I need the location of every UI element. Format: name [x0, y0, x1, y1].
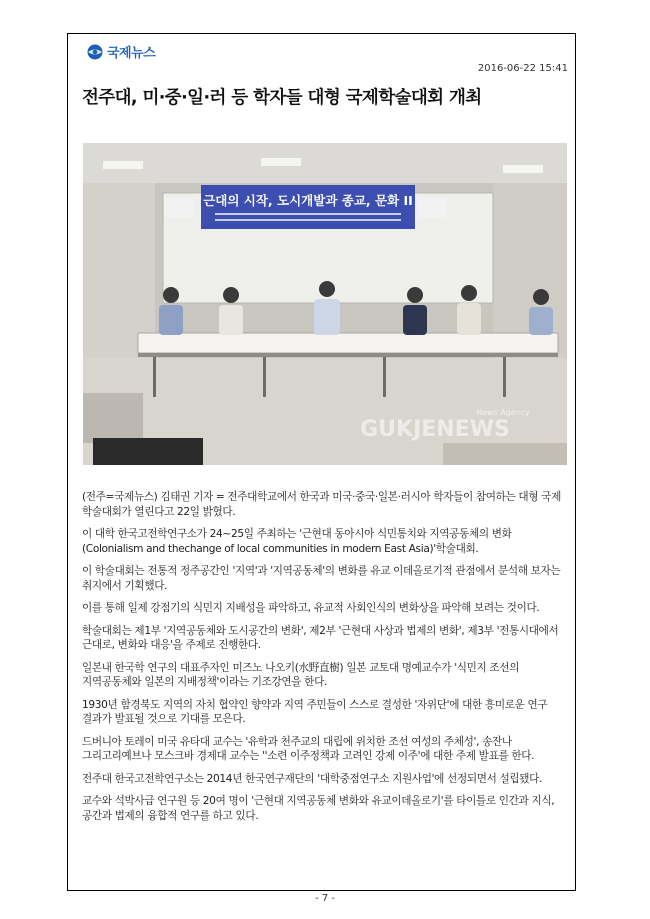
article-paragraph: (전주=국제뉴스) 김태권 기자 = 전주대학교에서 한국과 미국·중국·일본·러시아 학자들이 참여하는 대형 국제 학술대회가 열린다고 22일 밝혔다. — [82, 491, 561, 518]
article-paragraph: 이 대학 한국고전학연구소가 24~25일 주최하는 '근현대 동아시아 식민통치와 지역공동체의 변화 (Colonialism and thechange of local communities in modern East Asia)'학술대회. — [82, 528, 512, 555]
article-photo — [83, 143, 567, 465]
page-number: - 7 - — [315, 893, 335, 904]
article-paragraph: 드버니아 토레이 미국 유타대 교수는 '유학과 천주교의 대립에 위치한 조선 여성의 주체성', 송잔나 그리고리예브나 모스크바 경제대 교수는 ''소련 이주정책과 고려인 강제 이주'에 대한 주제 발표를 한다. — [82, 735, 535, 762]
article-paragraph: 일본내 한국학 연구의 대표주자인 미즈노 나오키(水野直樹) 일본 교토대 명예교수가 '식민지 조선의 지역공동체와 일본의 지배정책'이라는 기조강연을 한다. — [82, 661, 520, 688]
article-body — [82, 490, 569, 831]
article-paragraph: 학술대회는 제1부 '지역공동체와 도시공간의 변화', 제2부 '근현대 사상과 법제의 변화', 제3부 '전통시대에서 근대로, 변화와 대응'을 주제로 진행한다. — [82, 624, 559, 651]
article-paragraph: 전주대 한국고전학연구소는 2014년 한국연구재단의 '대학중점연구소 지원사업'에 선정되면서 설립됐다. — [82, 772, 543, 785]
globe-logo-icon — [86, 43, 104, 61]
article-headline: 전주대, 미·중·일·러 등 학자들 대형 국제학술대회 개최 — [82, 88, 482, 108]
photo-watermark: GUKJENEWS — [360, 417, 510, 442]
brand-name: 국제뉴스 — [107, 46, 156, 61]
brand-logo[interactable] — [86, 42, 155, 61]
article-paragraph: 교수와 석박사급 연구원 등 20여 명이 '근현대 지역공동체 변화와 유교이데올로기'를 타이틀로 인간과 지식, 공간과 법제의 융합적 연구를 하고 있다. — [82, 795, 555, 822]
article-paragraph: 1930년 함경북도 지역의 자치 협약인 향약과 지역 주민들이 스스로 결성한 '자위단'에 대한 흥미로운 연구 결과가 발표될 것으로 기대를 모은다. — [82, 698, 548, 725]
article-paragraph: 이를 통해 일제 강점기의 식민지 지배성을 파악하고, 유교적 사회인식의 변화상을 파악해 보려는 것이다. — [82, 602, 540, 614]
photo-watermark-sub: News Agency — [476, 408, 530, 417]
article-paragraph: 이 학술대회는 전통적 정주공간인 '지역'과 '지역공동체'의 변화를 유교 이데올로기적 관점에서 분석해 보자는 취지에서 기획했다. — [82, 565, 561, 592]
banner-title: 근대의 시작, 도시개발과 종교, 문화 II — [203, 193, 413, 208]
article-timestamp: 2016-06-22 15:41 — [477, 63, 568, 74]
